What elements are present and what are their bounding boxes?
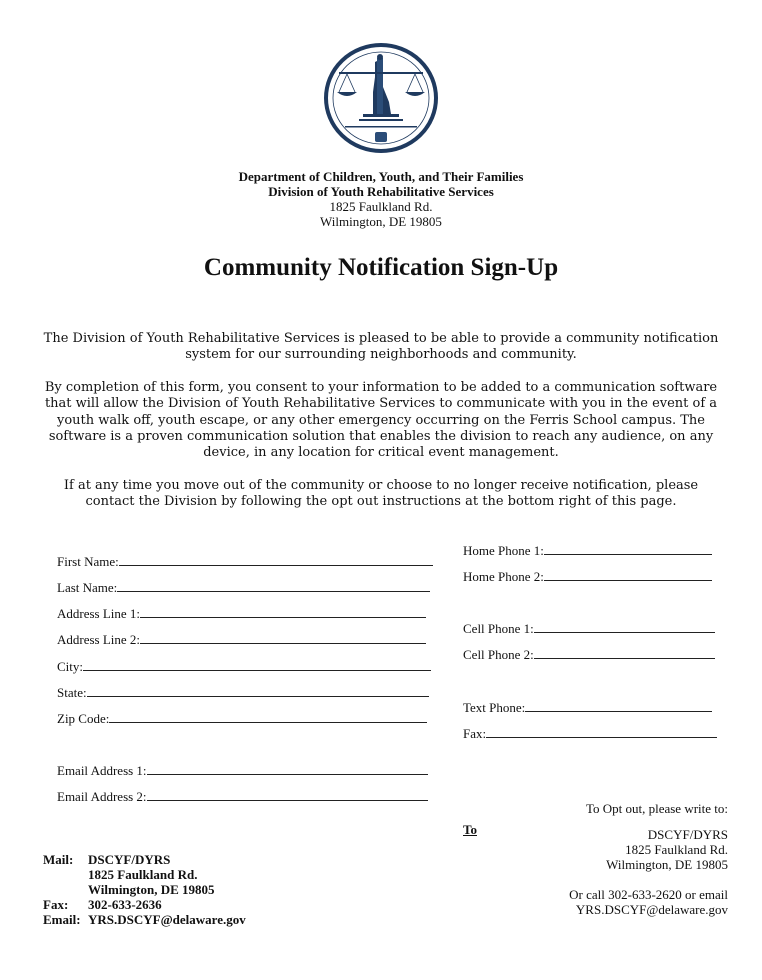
opt-out-contact [569,887,728,917]
zip-code-field[interactable] [57,711,427,727]
agency-header [0,169,762,229]
consent-paragraph: By completion of this form, you consent to your information to be added to a communication software that will allow the Division of Youth Rehabilitative Services to communicate with you in the event of a youth walk off, youth escape, or any other emergency occurring on the Ferris School campus. The software is a proven communication solution that enables the division to reach any audience, on any device, in any location for critical event management. [44,380,718,461]
cell-phone-2-line[interactable] [534,647,715,659]
last-name-field[interactable] [57,580,430,596]
email-label-bottom: Email: [43,912,81,927]
department-name: Department of Children, Youth, and Their Families [238,169,524,184]
first-name-line[interactable] [119,554,433,566]
cell-phone-1-line[interactable] [534,621,715,633]
mail-contact-block [43,852,246,927]
address-line-1-label: Address Line 1: [57,606,141,621]
opt-out-heading: To Opt out, please write to: [585,801,728,816]
opt-out-call: Or call 302-633-2620 or email [569,887,728,902]
mail-city: Wilmington, DE 19805 [88,882,215,897]
header-street: 1825 Faulkland Rd. [329,199,433,214]
home-phone-1-label: Home Phone 1: [463,543,544,558]
opt-out-address [606,827,728,872]
fax-line[interactable] [486,726,717,738]
first-name-field[interactable] [57,554,433,570]
opt-out-street: 1825 Faulkland Rd. [625,842,728,857]
address-line-1-field[interactable] [57,606,426,622]
opt-out-city: Wilmington, DE 19805 [606,857,728,872]
opt-out-name: DSCYF/DYRS [647,827,728,842]
city-field[interactable] [57,659,431,675]
fax-field[interactable] [463,726,717,742]
last-name-label: Last Name: [57,580,118,595]
home-phone-2-field[interactable] [463,569,712,585]
mail-name: DSCYF/DYRS [88,852,171,867]
fax-label-bottom: Fax: [43,897,69,912]
email-address-2-label: Email Address 2: [57,789,147,804]
email-address-1-label: Email Address 1: [57,763,147,778]
cell-phone-2-field[interactable] [463,647,715,663]
home-phone-1-line[interactable] [544,543,712,555]
address-line-2-line[interactable] [140,632,426,644]
zip-code-line[interactable] [109,711,427,723]
mail-street: 1825 Faulkland Rd. [88,867,198,882]
home-phone-2-label: Home Phone 2: [463,569,544,584]
home-phone-2-line[interactable] [544,569,712,581]
address-line-2-field[interactable] [57,632,426,648]
header-city: Wilmington, DE 19805 [320,214,442,229]
text-phone-field[interactable] [463,700,712,716]
city-label: City: [57,659,84,674]
mail-label: Mail: [43,852,74,867]
state-field[interactable] [57,685,429,701]
cell-phone-1-label: Cell Phone 1: [463,621,534,636]
cell-phone-1-field[interactable] [463,621,715,637]
address-line-1-line[interactable] [140,606,426,618]
fax-number: 302-633-2636 [88,897,162,912]
last-name-line[interactable] [117,580,430,592]
page-title: Community Notification Sign-Up [203,254,559,281]
email-address-2-field[interactable] [57,789,428,805]
email-address-2-line[interactable] [147,789,428,801]
zip-code-label: Zip Code: [57,711,110,726]
email-link[interactable]: YRS.DSCYF@delaware.gov [88,912,246,927]
cell-phone-2-label: Cell Phone 2: [463,647,534,662]
intro-paragraph: The Division of Youth Rehabilitative Services is pleased to be able to provide a community notification system for our surrounding neighborhoods and community. [43,331,719,363]
opt-out-paragraph: If at any time you move out of the community or choose to no longer receive notification, please contact the Division by following the opt out instructions at the bottom right of this page. [63,478,699,510]
address-line-2-label: Address Line 2: [57,632,141,647]
text-phone-label: Text Phone: [463,700,526,715]
scales-of-justice-seal-icon [323,42,439,154]
to-label: To [463,822,477,837]
fax-label: Fax: [463,726,487,741]
email-address-1-field[interactable] [57,763,428,779]
email-address-1-line[interactable] [147,763,428,775]
text-phone-line[interactable] [525,700,712,712]
city-line[interactable] [83,659,431,671]
first-name-label: First Name: [57,554,119,569]
state-line[interactable] [87,685,429,697]
division-name: Division of Youth Rehabilitative Services [268,184,494,199]
home-phone-1-field[interactable] [463,543,712,559]
opt-out-email[interactable]: YRS.DSCYF@delaware.gov [575,902,728,917]
state-label: State: [57,685,87,700]
